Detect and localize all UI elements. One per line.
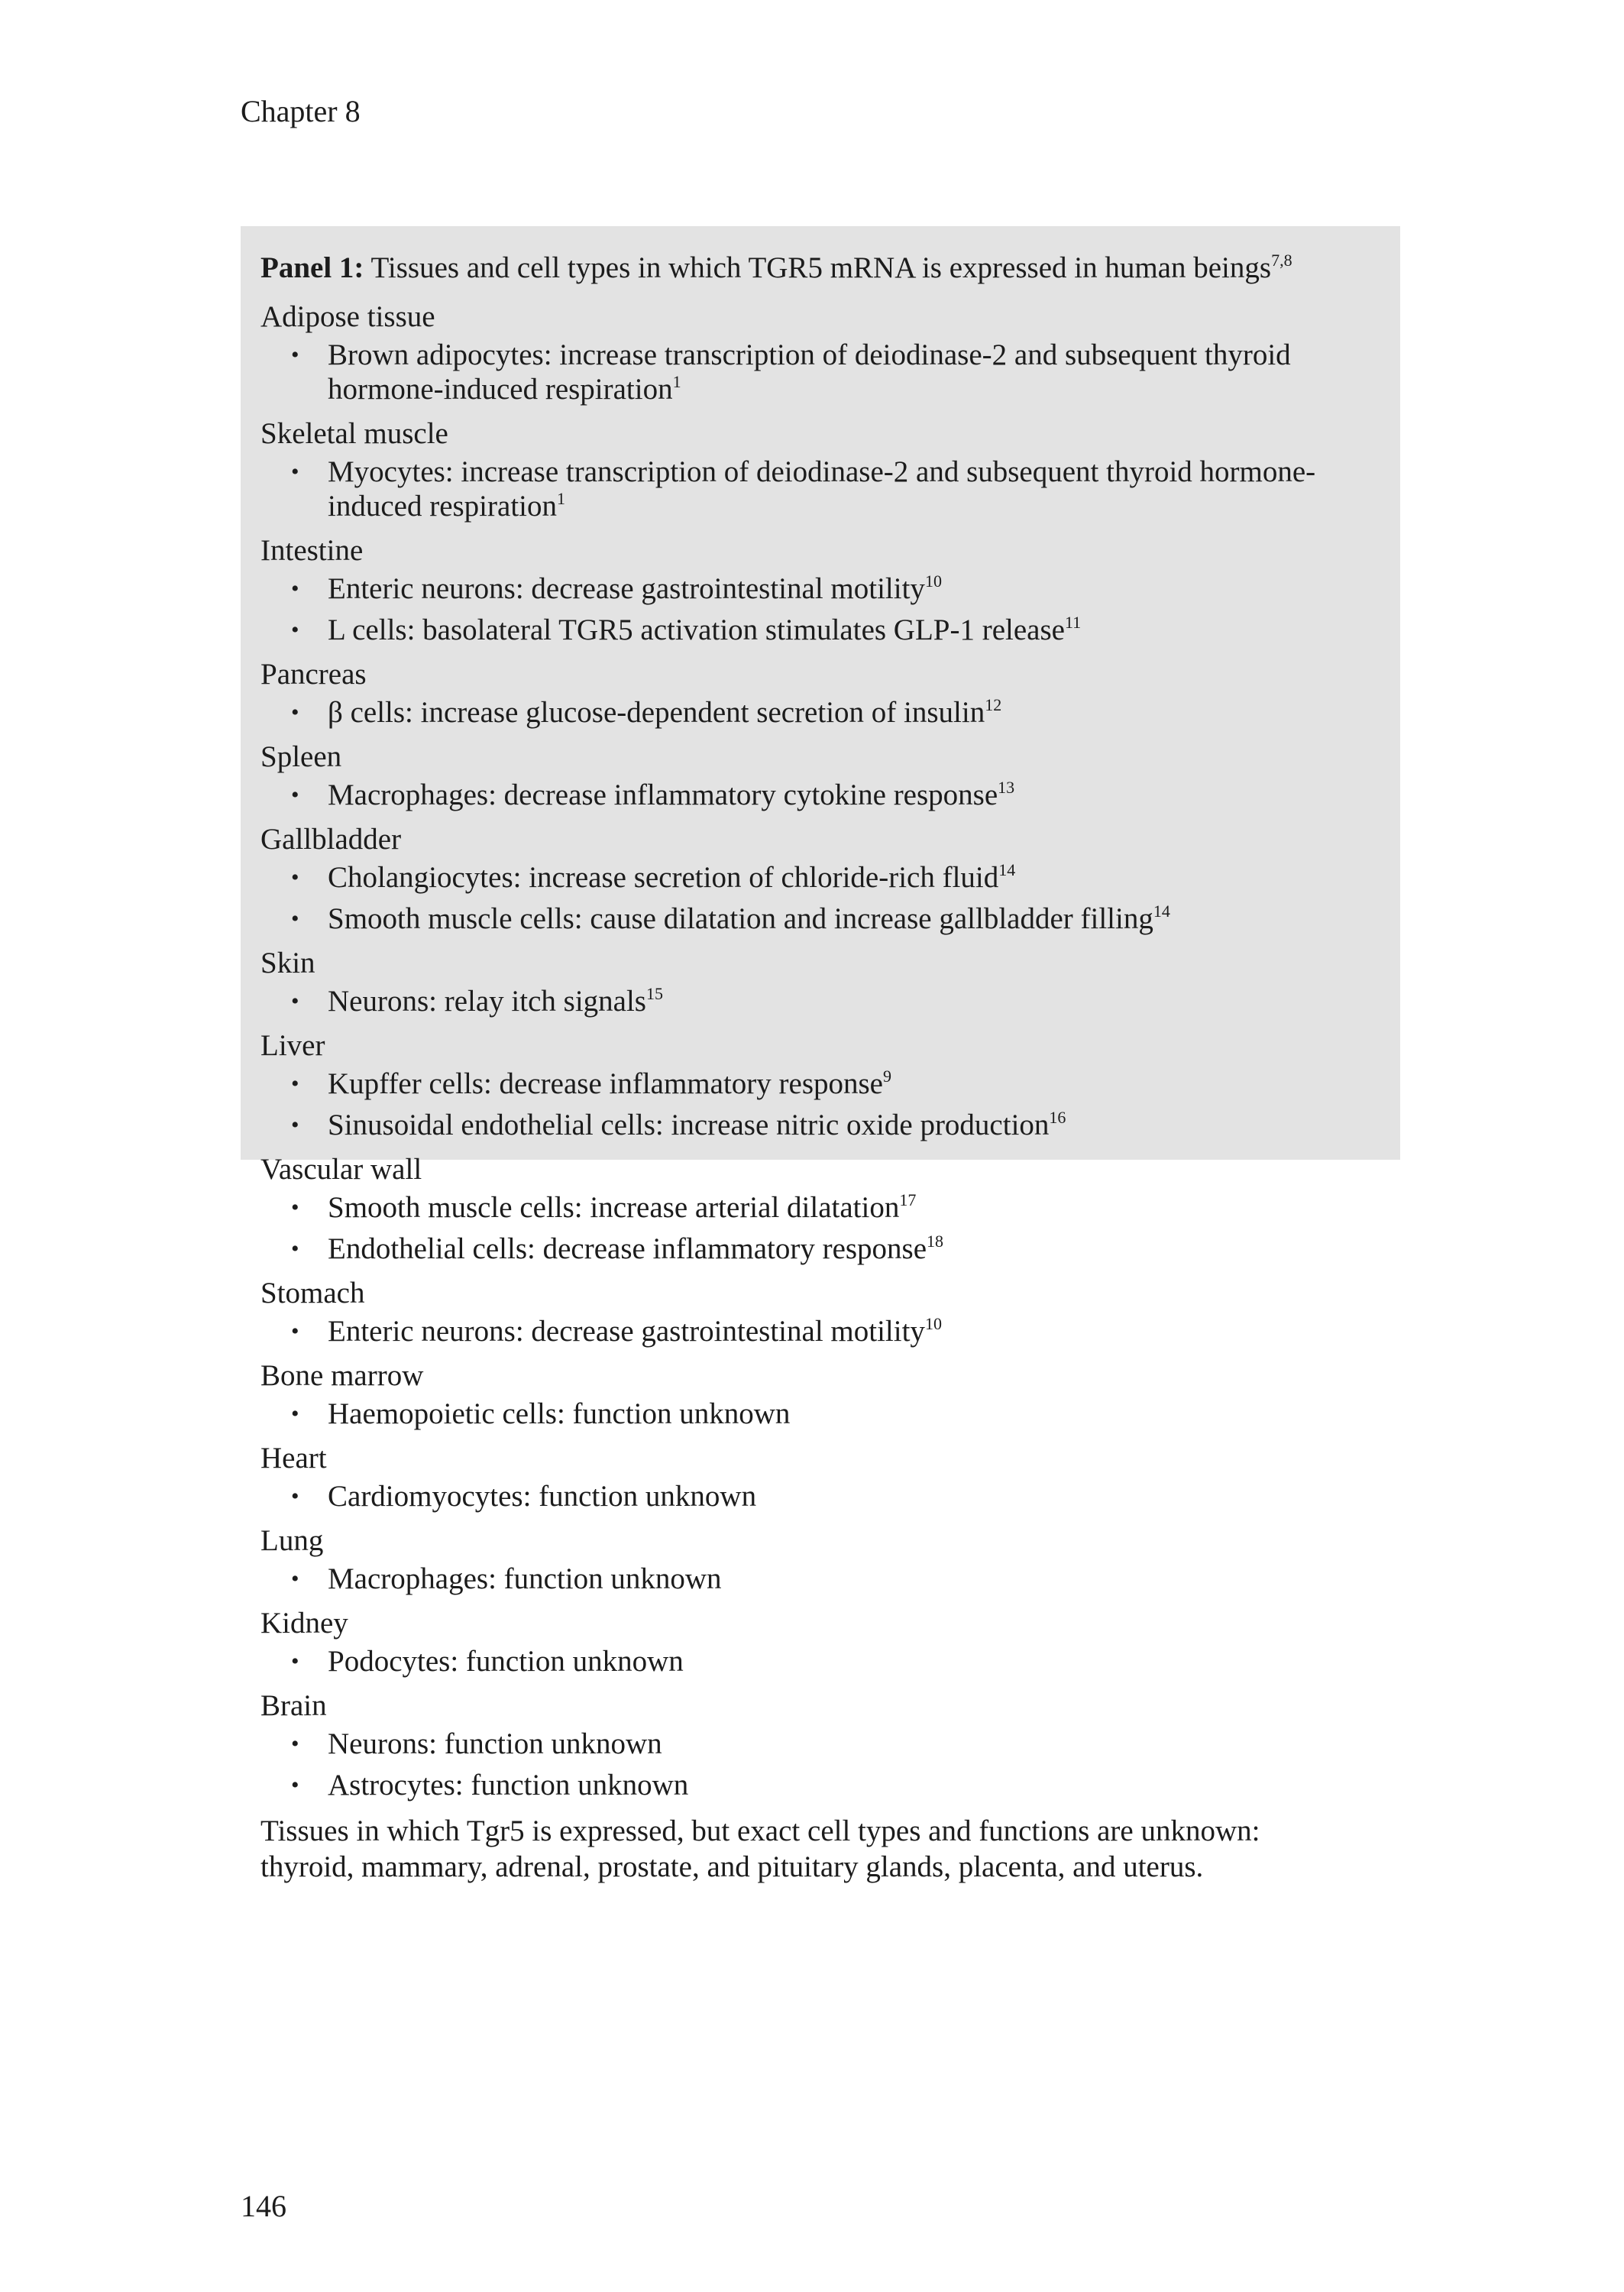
cell-type-text: Kupffer cells: decrease inflammatory response [328,1067,883,1100]
bullet-icon: • [291,782,299,808]
cell-type-text: Brown adipocytes: increase transcription of deiodinase-2 and subsequent thyroid hormone-induced respiration [328,338,1291,406]
tissue-section [260,819,1380,936]
bullet-icon: • [291,1484,299,1509]
cell-type-item [260,1768,1380,1802]
cell-type-item [260,571,1380,606]
bullet-icon: • [291,1319,299,1344]
cell-type-item [260,1479,1380,1513]
reference-superscript: 13 [998,778,1015,797]
cell-type-text: Smooth muscle cells: cause dilatation and increase gallbladder filling [328,902,1153,935]
bullet-icon: • [291,1566,299,1591]
tissue-name: Pancreas [260,658,367,691]
bullet-icon: • [291,1401,299,1426]
bullet-icon: • [291,1731,299,1756]
cell-type-text: L cells: basolateral TGR5 activation stimulates GLP-1 release [328,613,1065,646]
tissue-name: Skeletal muscle [260,417,448,450]
cell-type-item [260,1562,1380,1596]
panel-label: Panel 1: [260,251,364,284]
cell-type-text: Haemopoietic cells: function unknown [328,1397,791,1430]
tissue-name: Vascular wall [260,1153,422,1186]
cell-type-text: Neurons: function unknown [328,1727,662,1760]
cell-type-text: Macrophages: function unknown [328,1562,722,1595]
cell-type-item [260,1314,1380,1348]
bullet-icon: • [291,1071,299,1096]
reference-superscript: 17 [899,1190,917,1209]
bullet-icon: • [291,700,299,725]
tissue-section [260,1520,1380,1596]
tissue-section [260,1149,1380,1266]
cell-type-item [260,613,1380,647]
tissue-name: Gallbladder [260,823,402,856]
bullet-icon: • [291,1236,299,1261]
reference-superscript: 10 [924,1314,942,1333]
cell-type-text: Endothelial cells: decrease inflammatory response [328,1232,927,1265]
panel-title-ref: 7,8 [1271,251,1292,270]
cell-type-item [260,455,1380,523]
cell-type-item [260,778,1380,812]
cell-type-text: Myocytes: increase transcription of deiodinase-2 and subsequent thyroid hormone-induced respiration [328,455,1316,523]
tissue-name: Heart [260,1442,327,1475]
cell-type-item [260,902,1380,936]
reference-superscript: 1 [556,489,565,508]
tissue-name: Stomach [260,1277,365,1309]
bullet-icon: • [291,617,299,643]
cell-type-text: Cardiomyocytes: function unknown [328,1480,757,1513]
cell-type-text: Macrophages: decrease inflammatory cytokine response [328,779,998,811]
cell-type-item [260,984,1380,1018]
panel-title-text: Tissues and cell types in which TGR5 mRNA is expressed in human beings [364,251,1272,284]
panel-footer-note: Tissues in which Tgr5 is expressed, but exact cell types and functions are unknown: thyroid, mammary, adrenal, prostate, and pituitary glands, placenta, and uterus. [260,1814,1260,1883]
bullet-icon: • [291,1649,299,1674]
reference-superscript: 18 [927,1232,944,1251]
cell-type-text: Enteric neurons: decrease gastrointestinal motility [328,572,925,605]
tissue-section [260,1603,1380,1679]
tissue-name: Brain [260,1689,327,1722]
reference-superscript: 15 [645,984,663,1003]
reference-superscript: 9 [882,1067,891,1086]
tissue-list [260,296,1380,1802]
cell-type-item [260,695,1380,730]
tissue-name: Kidney [260,1607,348,1640]
panel-title [260,248,1380,289]
cell-type-item [260,1108,1380,1142]
tissue-section [260,296,1380,406]
bullet-icon: • [291,459,299,484]
tissue-section [260,1438,1380,1513]
page-number: 146 [241,2189,286,2223]
cell-type-text: Enteric neurons: decrease gastrointestinal motility [328,1315,925,1348]
tissue-section [260,413,1380,523]
reference-superscript: 12 [985,695,1002,714]
cell-type-item [260,1067,1380,1101]
tissue-section [260,1025,1380,1142]
cell-type-item [260,1727,1380,1761]
tissue-name: Intestine [260,534,364,567]
cell-type-text: Neurons: relay itch signals [328,985,646,1018]
cell-type-text: Sinusoidal endothelial cells: increase nitric oxide production [328,1109,1050,1141]
tissue-section [260,1355,1380,1431]
tissue-section [260,943,1380,1018]
bullet-icon: • [291,576,299,601]
bullet-icon: • [291,1112,299,1138]
reference-superscript: 14 [1153,902,1170,921]
tissue-name: Liver [260,1029,325,1062]
reference-superscript: 14 [998,860,1016,879]
reference-superscript: 1 [672,372,681,391]
tissue-section [260,1273,1380,1348]
reference-superscript: 10 [924,571,942,591]
bullet-icon: • [291,1772,299,1798]
cell-type-text: Cholangiocytes: increase secretion of chloride-rich fluid [328,861,999,894]
cell-type-item [260,338,1380,406]
tissue-name: Skin [260,947,315,979]
cell-type-item [260,1232,1380,1266]
tissue-name: Adipose tissue [260,300,435,333]
bullet-icon: • [291,342,299,367]
cell-type-item [260,1644,1380,1679]
tissue-section [260,736,1380,812]
cell-type-text: Podocytes: function unknown [328,1645,684,1678]
tissue-section [260,1685,1380,1802]
tissue-name: Spleen [260,740,342,773]
tissue-section [260,654,1380,730]
tissue-name: Lung [260,1524,324,1557]
cell-type-item [260,1397,1380,1431]
cell-type-text: Smooth muscle cells: increase arterial dilatation [328,1191,900,1224]
cell-type-text: β cells: increase glucose-dependent secretion of insulin [328,696,985,729]
tissue-section [260,530,1380,647]
cell-type-item [260,860,1380,895]
tissue-name: Bone marrow [260,1359,424,1392]
panel-box [241,226,1400,1883]
bullet-icon: • [291,989,299,1014]
reference-superscript: 11 [1064,613,1082,632]
cell-type-text: Astrocytes: function unknown [328,1769,689,1802]
bullet-icon: • [291,906,299,931]
reference-superscript: 16 [1049,1108,1066,1127]
cell-type-item [260,1190,1380,1225]
bullet-icon: • [291,865,299,890]
chapter-heading: Chapter 8 [241,94,361,128]
bullet-icon: • [291,1195,299,1220]
